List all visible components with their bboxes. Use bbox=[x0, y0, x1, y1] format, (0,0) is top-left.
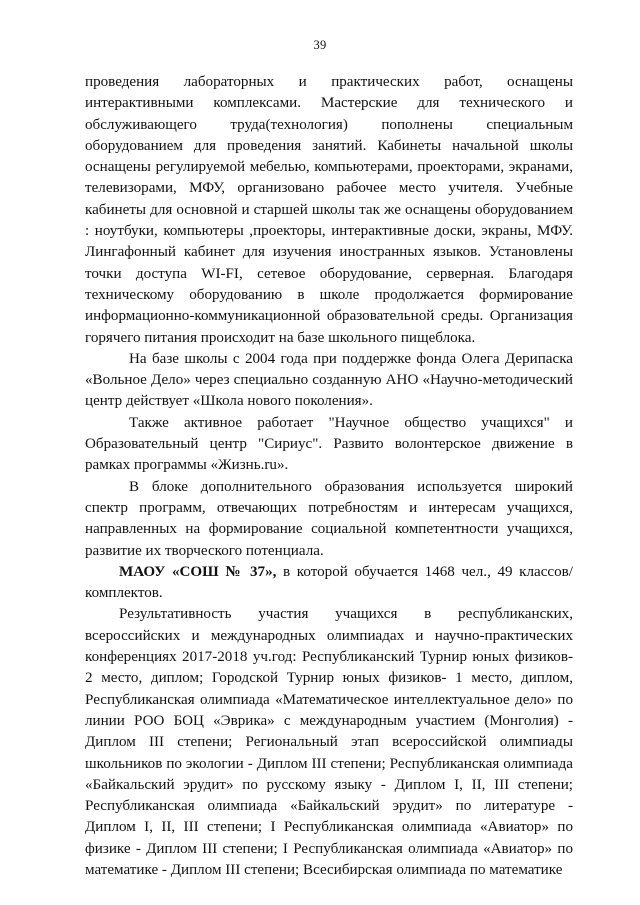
paragraph-new-generation-school: На базе школы с 2004 года при поддержке фонда Олега Дерипаска «Вольное Дело» через специально созданную АНО «Научно-методический центр действует «Школа нового поколения». bbox=[85, 350, 573, 410]
paragraph-school-37 bbox=[85, 562, 573, 605]
body-text bbox=[85, 72, 573, 881]
page-number: 39 bbox=[313, 38, 327, 52]
paragraph-additional-education: В блоке дополнительного образования используется широкий спектр программ, отвечающих потребностям и интересам учащихся, направленных на формирование социальной компетентности учащихся, развитие их творческого потенциала. bbox=[85, 478, 573, 559]
paragraph-student-society: Также активное работает "Научное общество учащихся" и Образовательный центр "Сириус". Развито волонтерское движение в рамках программы «Жизнь.ru». bbox=[85, 414, 573, 474]
school-name: МАОУ «СОШ № 37», bbox=[119, 563, 277, 580]
school-stats: в которой обучается 1468 чел., 49 классов/комплектов. bbox=[85, 563, 573, 602]
paragraph-equipment: проведения лабораторных и практических работ, оснащены интерактивными комплексами. Мастерские для технического и обслуживающего труда(технология) пополнены специальным оборудованием для проведения занятий. Кабинеты начальной школы оснащены регулируемой мебелью, компьютерами, проекторами, экранами, телевизорами, МФУ, организовано рабочее место учителя. Учебные кабинеты для основной и старшей школы так же оснащены оборудованием : ноутбуки, компьютеры ,проекторы, интерактивные доски, экраны, МФУ. Лингафонный кабинет для изучения иностранных языков. Установлены точки доступа WI-FI, сетевое оборудование, серверная. Благодаря техническому оборудованию в школе продолжается формирование информационно-коммуникационной образовательной среды. Организация горячего питания происходит на базе школьного пищеблока. bbox=[85, 74, 573, 346]
paragraph-olympiad-results: Результативность участия учащихся в республиканских, всероссийских и международных олимпиадах и научно-практических конференциях 2017-2018 уч.год: Республиканский Турнир юных физиков- 2 место, диплом; Городской Турнир юных физиков- 1 место, диплом, Республиканская олимпиада «Математическое интеллектуальное дело» по линии РОО БОЦ «Эврика» с международным участием (Монголия) - Диплом III степени; Региональный этап всероссийской олимпиады школьников по экологии - Диплом III степени; Республиканская олимпиада «Байкальский эрудит» по русскому языку - Диплом I, II, III степени; Республиканская олимпиада «Байкальский эрудит» по литературе - Диплом I, II, III степени; I Республиканская олимпиада «Авиатор» по физике - Диплом III степени; I Республиканская олимпиада «Авиатор» по математике - Диплом III степени; Всесибирская олимпиада по математике bbox=[85, 606, 573, 878]
